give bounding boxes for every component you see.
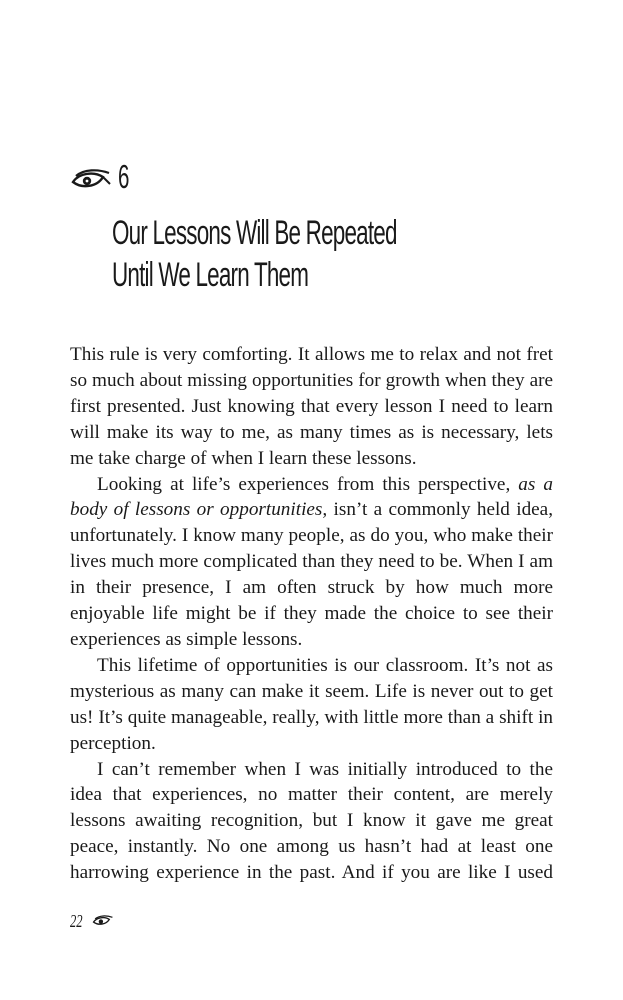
paragraph: I can’t remember when I was initially introduced to the idea that experiences, no matter their content, are merely lessons awaiting recognition, but I know it gave me great peace, instantly. No one among us hasn’t had at least one harrowing experience in the past. And if you are like I used — [70, 758, 553, 884]
chapter-title-line: Until We Learn Them — [112, 256, 309, 294]
chapter-marker — [70, 160, 136, 193]
paragraph: This lifetime of opportunities is our classroom. It’s not as mysterious as many can make it seem. Life is never out to get us! It’s quite manageable, really, with little more than a shift in perception. — [70, 654, 553, 754]
page-footer — [70, 911, 114, 931]
chapter-number: 6 — [118, 158, 130, 195]
emphasis-text: as a body of lessons or opportunities, — [70, 473, 553, 521]
paragraph-text: Looking at life’s experiences from this perspective, — [97, 473, 519, 495]
eye-ornament-icon — [92, 914, 114, 928]
paragraph-text: isn’t a commonly held idea, unfortunately. I know many people, as do you, who make their lives much more complicated than they need to be. When I am in their presence, I am often struck by how much more enjoyable life might be if they made the choice to see their experiences as simple lessons. — [70, 499, 553, 650]
paragraph — [70, 472, 553, 653]
body-text — [70, 342, 553, 886]
eye-ornament-icon — [70, 167, 112, 193]
page-number: 22 — [70, 911, 83, 931]
paragraph: This rule is very comforting. It allows me to relax and not fret so much about missing opportunities for growth when they are first presented. Just knowing that every lesson I need to learn will make its way to me, as many times as is necessary, lets me take charge of when I learn these lessons. — [70, 344, 553, 469]
chapter-title — [112, 212, 572, 296]
chapter-title-line: Our Lessons Will Be Repeated — [112, 214, 397, 252]
